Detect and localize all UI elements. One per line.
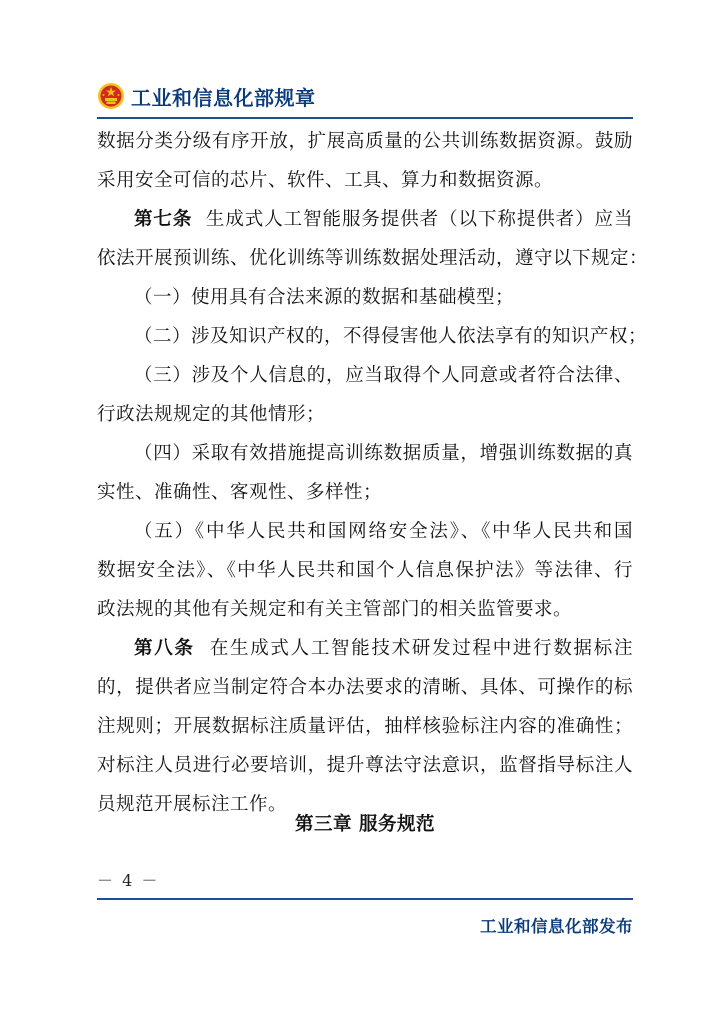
article-7-label: 第七条 [134,209,193,230]
article-8-line: 注规则；开展数据标注质量评估，抽样核验标注内容的准确性； [97,716,633,737]
header-divider [97,117,633,119]
list-item: （二）涉及知识产权的，不得侵害他人依法享有的知识产权； [134,326,648,347]
article-8-text: 在生成式人工智能技术研发过程中进行数据标注 [209,638,633,659]
list-item: （五）《中华人民共和国网络安全法》、《中华人民共和国 [134,521,633,542]
document-body [97,122,649,824]
footer-divider [97,898,633,900]
article-7-text: 生成式人工智能服务提供者（以下称提供者）应当 [205,209,633,230]
article-7-line [97,200,633,239]
list-item-continuation: 数据安全法》、《中华人民共和国个人信息保护法》等法律、行 [97,560,633,581]
footer-publisher: 工业和信息化部发布 [480,917,633,936]
page-header [97,78,316,114]
list-item: （四）采取有效措施提高训练数据质量，增强训练数据的真 [134,443,633,464]
list-item-continuation: 政法规的其他有关规定和有关主管部门的相关监管要求。 [97,599,573,620]
article-8-line [97,629,633,668]
article-8-line: 的，提供者应当制定符合本办法要求的清晰、具体、可操作的标 [97,677,633,698]
body-line: 采用安全可信的芯片、软件、工具、算力和数据资源。 [97,170,554,191]
list-item: （三）涉及个人信息的，应当取得个人同意或者符合法律、 [134,365,633,386]
list-item-continuation: 实性、准确性、客观性、多样性； [97,482,383,503]
list-item-continuation: 行政法规规定的其他情形； [97,404,326,425]
article-8-line: 员规范开展标注工作。 [97,794,288,815]
article-8-line: 对标注人员进行必要培训，提升尊法守法意识，监督指导标注人 [97,755,633,776]
article-7-line: 依法开展预训练、优化训练等训练数据处理活动，遵守以下规定： [97,248,649,269]
national-emblem-icon [97,82,125,110]
body-line: 数据分类分级有序开放，扩展高质量的公共训练数据资源。鼓励 [97,131,633,152]
list-item: （一）使用具有合法来源的数据和基础模型； [134,287,515,308]
article-8-label: 第八条 [134,638,195,659]
chapter-heading: 第三章 服务规范 [295,814,435,835]
page-number: － 4 － [97,871,160,890]
header-title: 工业和信息化部规章 [131,85,316,110]
